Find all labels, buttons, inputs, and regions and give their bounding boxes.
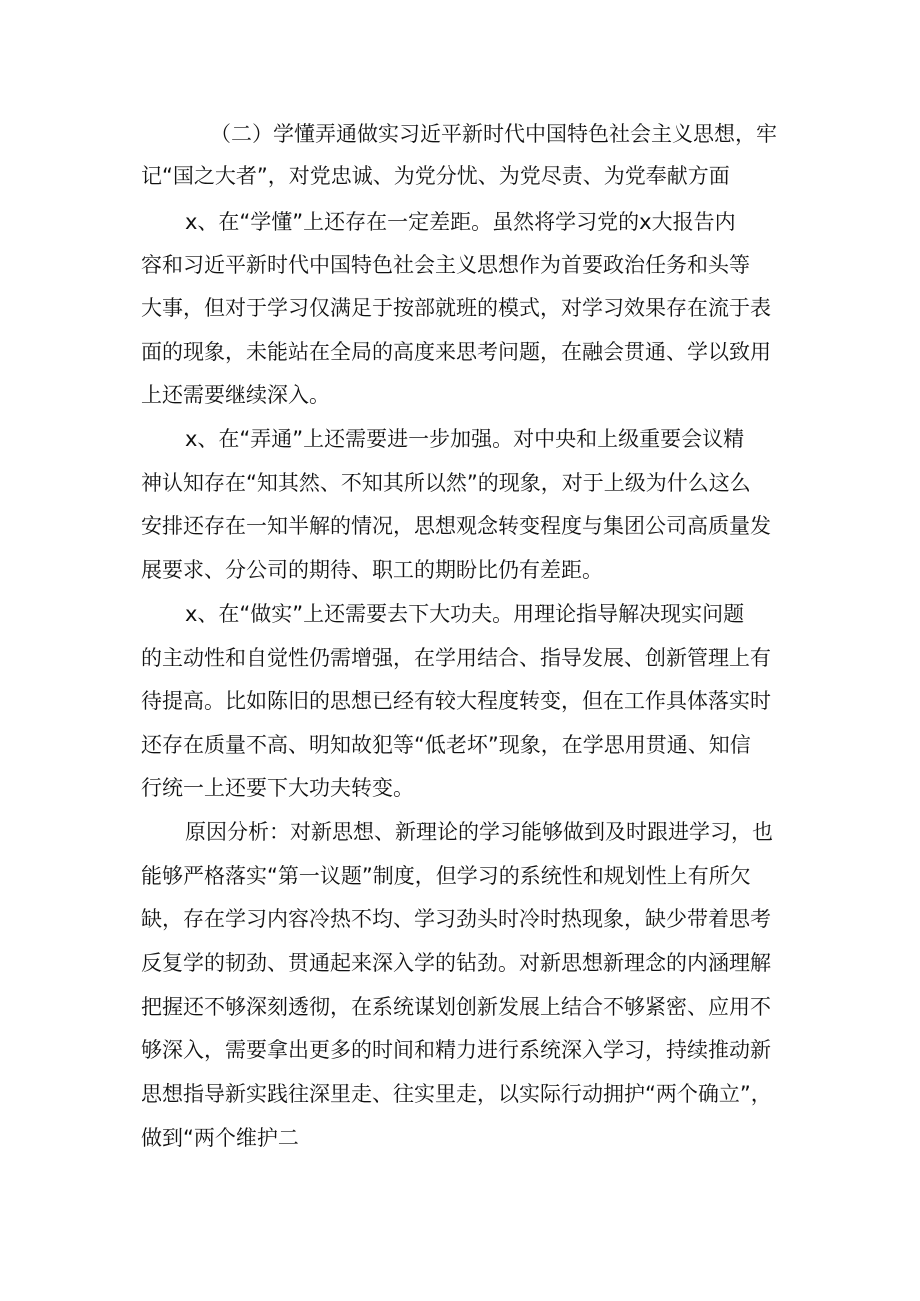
paragraph-3-line-1: x、在“做实”上还需要去下大功夫。用理论指导解决现实问题 (185, 602, 745, 626)
paragraph-1-line-4: 面的现象，未能站在全局的高度来思考问题，在融会贯通、学以致用 (141, 340, 771, 364)
heading-line-1: （二）学懂弄通做实习近平新时代中国特色社会主义思想，牢 (210, 122, 777, 146)
paragraph-3-line-3: 待提高。比如陈旧的思想已经有较大程度转变，但在工作具体落实时 (141, 689, 771, 713)
paragraph-1-line-3: 大事，但对于学习仅满足于按部就班的模式，对学习效果存在流于表 (141, 296, 771, 320)
heading-line-2: 记“国之大者”，对党忠诚、为党分忧、为党尽责、为党奉献方面 (141, 164, 730, 188)
analysis-line-4: 反复学的韧劲、贯通起来深入学的钻劲。对新思想新理念的内涵理解 (141, 951, 771, 975)
analysis-line-5: 把握还不够深刻透彻，在系统谋划创新发展上结合不够紧密、应用不 (141, 995, 771, 1019)
analysis-line-3: 缺，存在学习内容冷热不均、学习劲头时冷时热现象，缺少带着思考 (141, 907, 771, 931)
paragraph-2-line-4: 展要求、分公司的期待、职工的期盼比仍有差距。 (141, 558, 603, 582)
paragraph-2-line-2: 神认知存在“知其然、不知其所以然”的现象，对于上级为什么这么 (141, 471, 751, 495)
paragraph-2-line-3: 安排还存在一知半解的情况，思想观念转变程度与集团公司高质量发 (141, 514, 771, 538)
paragraph-3-line-4: 还存在质量不高、明知故犯等“低老坏”现象，在学思用贯通、知信 (141, 733, 751, 757)
analysis-line-1: 原因分析：对新思想、新理论的学习能够做到及时跟进学习，也 (185, 820, 773, 844)
analysis-line-6: 够深入，需要拿出更多的时间和精力进行系统深入学习，持续推动新 (141, 1038, 771, 1062)
paragraph-3-line-2: 的主动性和自觉性仍需增强，在学用结合、指导发展、创新管理上有 (141, 646, 771, 670)
analysis-line-7: 思想指导新实践往深里走、往实里走，以实际行动拥护“两个确立”， (141, 1082, 772, 1106)
paragraph-3-line-5: 行统一上还要下大功夫转变。 (141, 776, 414, 800)
analysis-line-8: 做到“两个维护二 (141, 1126, 299, 1150)
analysis-line-2: 能够严格落实“第一议题”制度，但学习的系统性和规划性上有所欠 (141, 864, 751, 888)
paragraph-1-line-1: x、在“学懂”上还存在一定差距。虽然将学习党的x大报告内 (185, 210, 736, 234)
paragraph-2-line-1: x、在“弄通”上还需要进一步加强。对中央和上级重要会议精 (185, 427, 745, 451)
paragraph-1-line-5: 上还需要继续深入。 (141, 383, 330, 407)
paragraph-1-line-2: 容和习近平新时代中国特色社会主义思想作为首要政治任务和头等 (141, 253, 750, 277)
